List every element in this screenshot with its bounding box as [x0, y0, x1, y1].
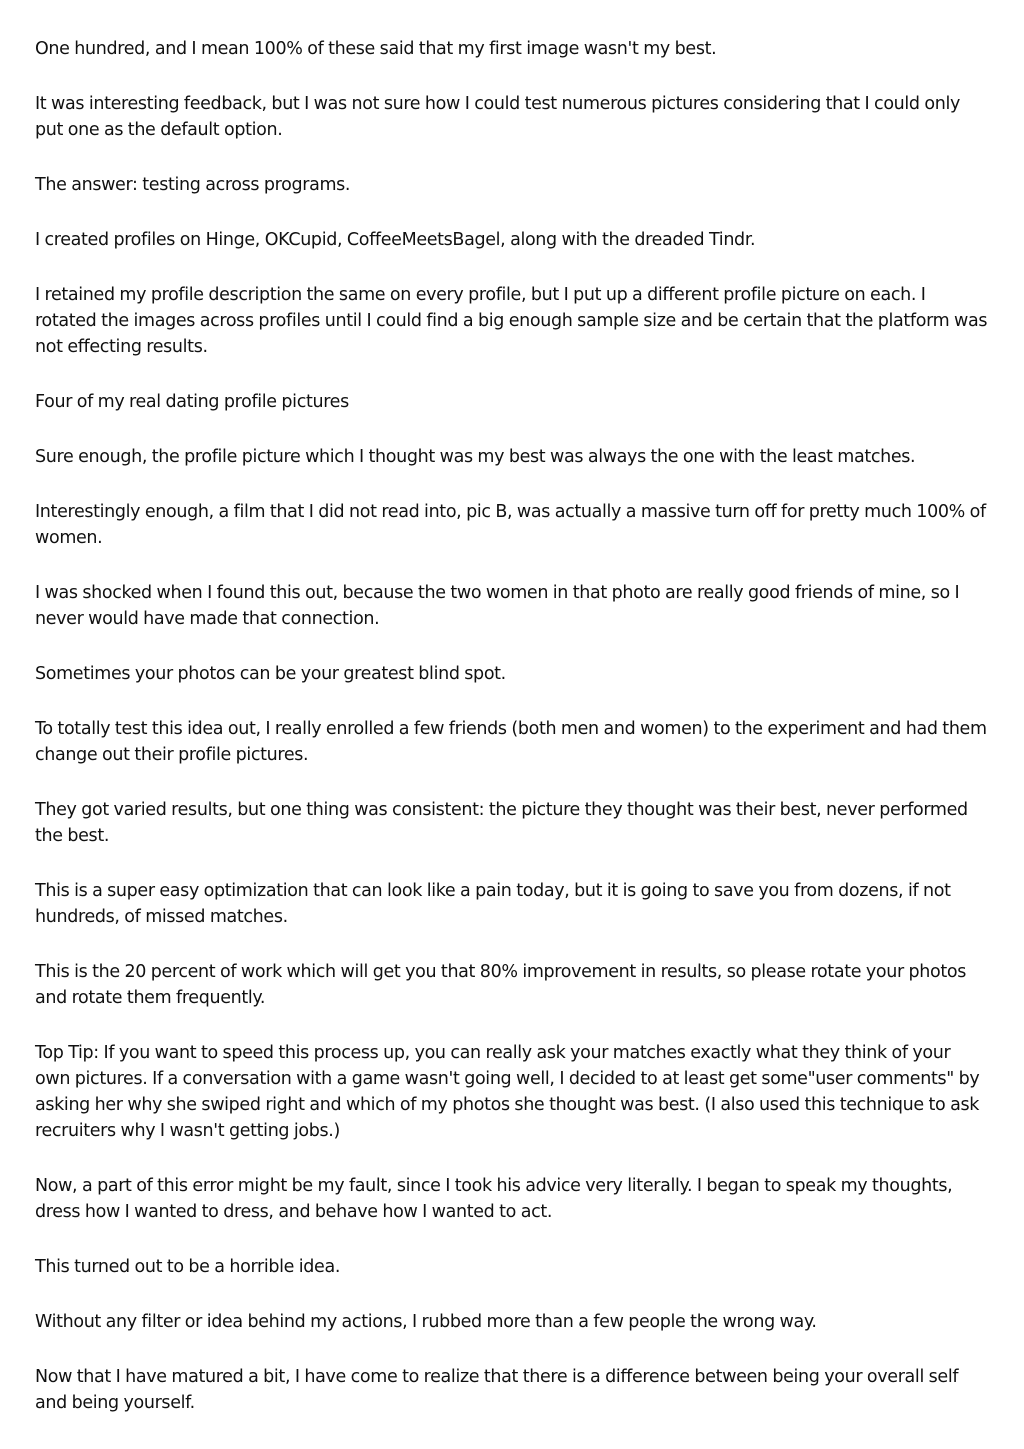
paragraph-13: This is a super easy optimization that can look like a pain today, but it is going to save you from dozens, if not hundreds, of missed matches. — [35, 881, 951, 927]
top-tip-paragraph: Top Tip: If you want to speed this process up, you can really ask your matches exactly what they think of your own pictures. If a conversation with a game wasn't going well, I decided to at least get some"user comments" by asking her why she swiped right and which of my photos she thought was best. (I also used this technique to ask recruiters why I wasn't getting jobs.) — [35, 1043, 980, 1141]
paragraph-1: One hundred, and I mean 100% of these said that my first image wasn't my best. — [35, 39, 717, 59]
paragraph-10: Sometimes your photos can be your greatest blind spot. — [35, 664, 506, 684]
image-caption: Four of my real dating profile pictures — [35, 392, 349, 412]
paragraph-9: I was shocked when I found this out, because the two women in that photo are really good friends of mine, so I never would have made that connection. — [35, 583, 960, 629]
paragraph-4: I created profiles on Hinge, OKCupid, CoffeeMeetsBagel, along with the dreaded Tindr. — [35, 230, 756, 250]
paragraph-19: Now that I have matured a bit, I have come to realize that there is a difference between being your overall self and being yourself. — [35, 1367, 959, 1413]
paragraph-12: They got varied results, but one thing was consistent: the picture they thought was their best, never performed the best. — [35, 800, 968, 846]
paragraph-14: This is the 20 percent of work which will get you that 80% improvement in results, so please rotate your photos and rotate them frequently. — [35, 962, 966, 1008]
paragraph-8: Interestingly enough, a film that I did not read into, pic B, was actually a massive turn off for pretty much 100% of women. — [35, 502, 986, 548]
paragraph-2: It was interesting feedback, but I was not sure how I could test numerous pictures considering that I could only put one as the default option. — [35, 94, 961, 140]
paragraph-7: Sure enough, the profile picture which I thought was my best was always the one with the least matches. — [35, 447, 916, 467]
paragraph-16: Now, a part of this error might be my fault, since I took his advice very literally. I began to speak my thoughts, dress how I wanted to dress, and behave how I wanted to act. — [35, 1176, 953, 1222]
paragraph-18: Without any filter or idea behind my actions, I rubbed more than a few people the wrong way. — [35, 1312, 817, 1332]
paragraph-5: I retained my profile description the same on every profile, but I put up a different profile picture on each. I rotated the images across profiles until I could find a big enough sample size and be certain that the platform was not effecting results. — [35, 285, 988, 357]
paragraph-3: The answer: testing across programs. — [35, 175, 351, 195]
paragraph-17: This turned out to be a horrible idea. — [35, 1257, 341, 1277]
paragraph-11: To totally test this idea out, I really enrolled a few friends (both men and women) to the experiment and had them change out their profile pictures. — [35, 719, 987, 765]
